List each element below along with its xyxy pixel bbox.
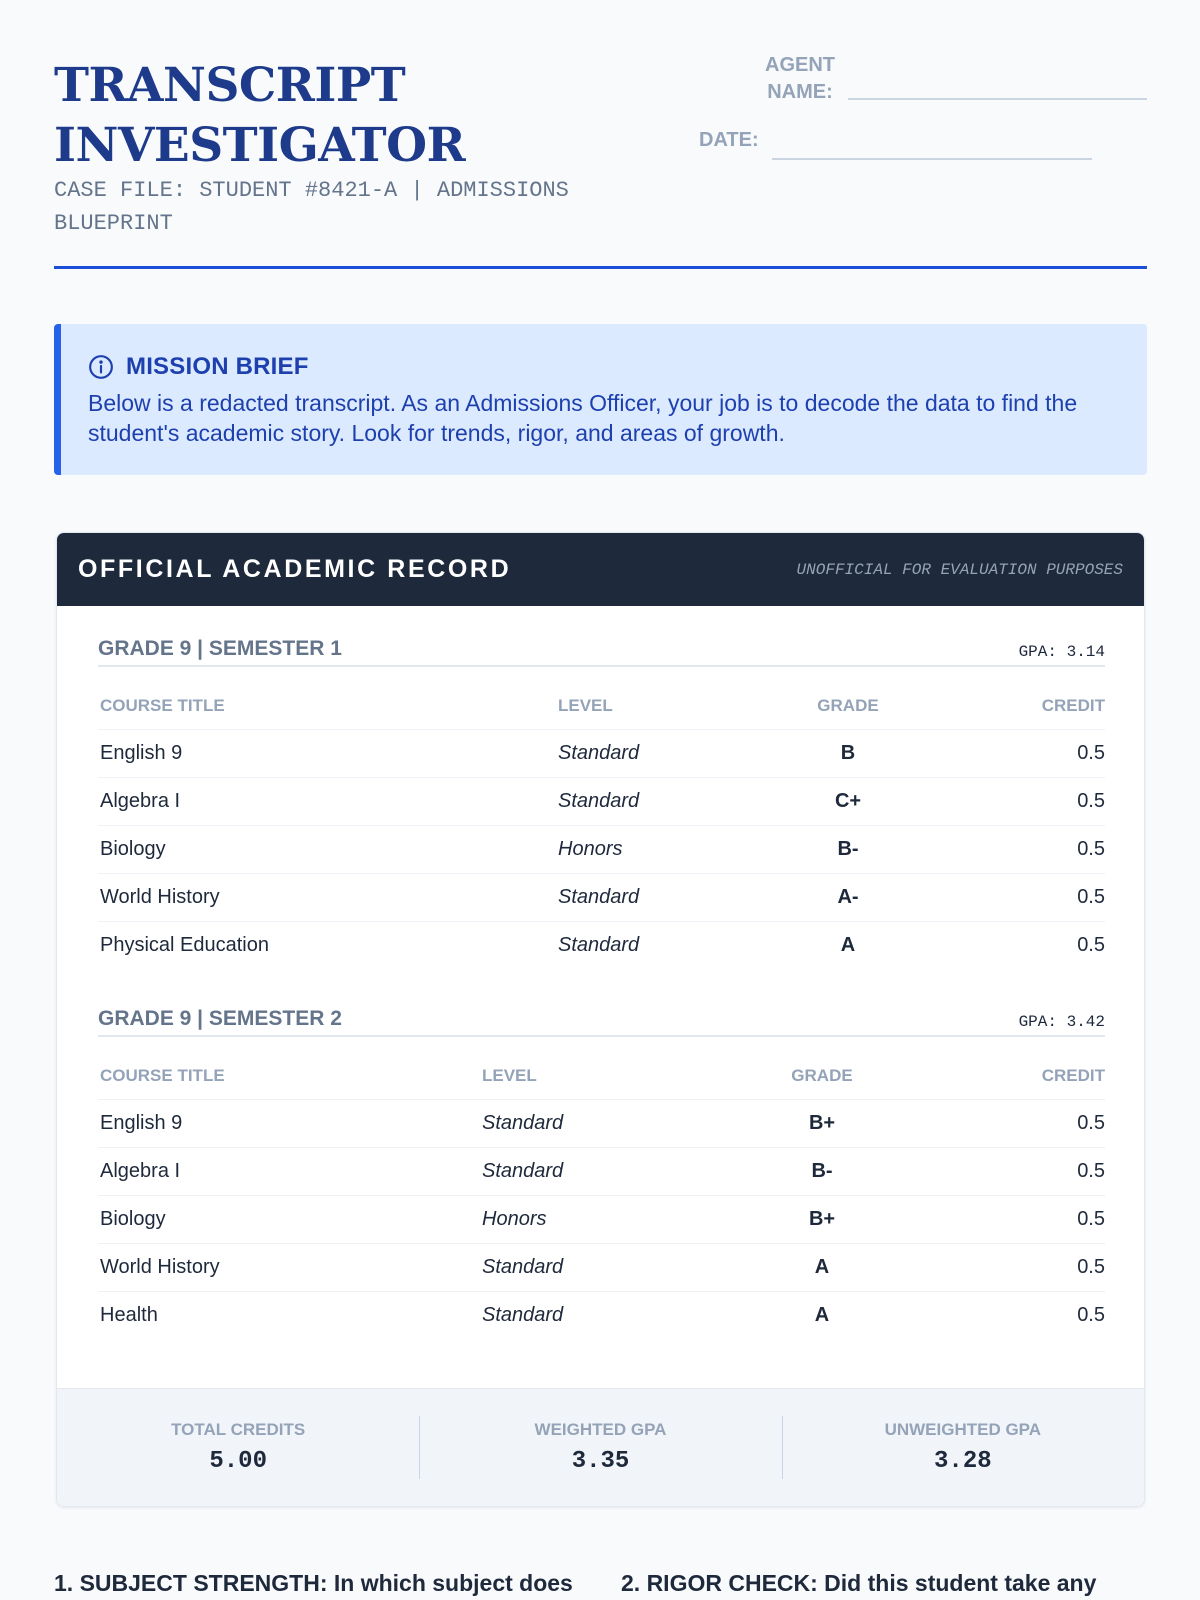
course-title: World History <box>98 873 558 921</box>
course-grade: A- <box>778 873 918 921</box>
course-level: Honors <box>558 825 778 873</box>
column-header-course-title: COURSE TITLE <box>98 667 558 729</box>
table-row <box>98 1099 1105 1147</box>
course-title: Physical Education <box>100 933 269 956</box>
header-divider <box>54 266 1147 269</box>
table-row <box>98 1243 1105 1291</box>
evaluation-note: UNOFFICIAL FOR EVALUATION PURPOSES <box>796 560 1123 579</box>
question-1: 1. SUBJECT STRENGTH: In which subject does <box>54 1570 573 1596</box>
summary-label: UNWEIGHTED GPA <box>884 1420 1042 1439</box>
semester-gpa: GPA: 3.42 <box>1018 1013 1105 1031</box>
table-row <box>98 873 1105 921</box>
course-level: Standard <box>558 777 778 825</box>
course-credit: 0.5 <box>900 1243 1105 1291</box>
page-title-line-2: INVESTIGATOR <box>54 118 466 173</box>
semester-header <box>98 1001 1105 1037</box>
semester-gpa: GPA: 3.14 <box>1018 643 1105 661</box>
semester-header <box>98 631 1105 667</box>
table-row <box>98 1195 1105 1243</box>
course-grade: B- <box>778 825 918 873</box>
course-title: English 9 <box>98 729 558 777</box>
table-row <box>98 729 1105 777</box>
course-title: Algebra I <box>98 777 558 825</box>
course-title: Algebra I <box>98 1147 482 1195</box>
course-grade: B+ <box>744 1099 900 1147</box>
mission-brief <box>54 324 1147 475</box>
column-header-credit: CREDIT <box>918 667 1105 729</box>
course-title: Biology <box>98 825 558 873</box>
summary-label: TOTAL CREDITS <box>171 1420 306 1439</box>
academic-record-card <box>56 532 1145 1507</box>
course-credit: 0.5 <box>918 825 1105 873</box>
summary-value: 3.35 <box>571 1448 630 1475</box>
course-grade: A <box>840 933 856 956</box>
record-summary <box>57 1388 1144 1506</box>
agent-name-field[interactable] <box>848 98 1147 100</box>
table-header-row <box>98 1037 1105 1099</box>
column-header-grade: GRADE <box>778 667 918 729</box>
course-level: Honors <box>482 1195 744 1243</box>
summary-value: 5.00 <box>209 1448 267 1475</box>
course-credit: 0.5 <box>918 873 1105 921</box>
mission-brief-header <box>88 352 1117 382</box>
table-row <box>98 777 1105 825</box>
mission-brief-text: Below is a redacted transcript. As an Admissions Officer, your job is to decode the data to find the student's academic story. Look for trends, rigor, and areas of growth. <box>88 390 1078 446</box>
course-grade: A <box>744 1243 900 1291</box>
column-header-course-title: COURSE TITLE <box>98 1037 482 1099</box>
course-title: English 9 <box>98 1099 482 1147</box>
course-credit: 0.5 <box>900 1099 1105 1147</box>
semester-title: GRADE 9 | SEMESTER 2 <box>98 1007 342 1030</box>
page-title-line-1: TRANSCRIPT <box>54 58 406 113</box>
case-file-subtitle: CASE FILE: STUDENT #8421-A | ADMISSIONS BLUEPRINT <box>54 178 569 236</box>
course-level: Standard <box>482 1303 564 1326</box>
table-row <box>98 1147 1105 1195</box>
course-level: Standard <box>558 873 778 921</box>
course-level: Standard <box>482 1147 744 1195</box>
course-credit: 0.5 <box>918 729 1105 777</box>
course-credit: 0.5 <box>900 1147 1105 1195</box>
column-header-credit: CREDIT <box>900 1037 1105 1099</box>
course-credit: 0.5 <box>1077 933 1105 956</box>
summary-weighted-gpa <box>419 1389 781 1506</box>
column-header-level: LEVEL <box>482 1037 744 1099</box>
academic-record-header <box>57 533 1144 606</box>
date-field[interactable] <box>772 158 1092 160</box>
course-grade: B <box>778 729 918 777</box>
course-grade: C+ <box>778 777 918 825</box>
table-row <box>98 825 1105 873</box>
date-label: DATE: <box>699 129 759 151</box>
course-title: Health <box>100 1303 158 1326</box>
semester-title: GRADE 9 | SEMESTER 1 <box>98 637 342 660</box>
page-title <box>54 56 654 176</box>
course-grade: B+ <box>744 1195 900 1243</box>
course-credit: 0.5 <box>1077 1303 1105 1326</box>
table-header-row <box>98 667 1105 729</box>
course-grade: B- <box>744 1147 900 1195</box>
course-title: Biology <box>98 1195 482 1243</box>
course-grade: A <box>814 1303 830 1326</box>
semester-block-2 <box>98 1001 1105 1339</box>
course-level: Standard <box>482 1243 744 1291</box>
course-level: Standard <box>558 933 640 956</box>
table-row <box>98 1291 1105 1339</box>
course-credit: 0.5 <box>900 1195 1105 1243</box>
course-credit: 0.5 <box>918 777 1105 825</box>
summary-label: WEIGHTED GPA <box>534 1420 667 1439</box>
course-level: Standard <box>558 729 778 777</box>
agent-name-label: AGENT NAME: <box>765 54 835 103</box>
semester-block-1 <box>98 631 1105 969</box>
info-icon <box>88 354 114 380</box>
summary-value: 3.28 <box>934 1448 992 1475</box>
summary-total-credits <box>57 1389 419 1506</box>
mission-brief-title: MISSION BRIEF <box>126 353 309 380</box>
summary-unweighted-gpa <box>782 1389 1144 1506</box>
course-table <box>98 1037 1105 1339</box>
column-header-grade: GRADE <box>744 1037 900 1099</box>
course-table <box>98 667 1105 969</box>
course-title: World History <box>98 1243 482 1291</box>
question-2: 2. RIGOR CHECK: Did this student take any <box>621 1570 1097 1596</box>
academic-record-title: OFFICIAL ACADEMIC RECORD <box>78 555 512 583</box>
column-header-level: LEVEL <box>558 667 778 729</box>
course-level: Standard <box>482 1099 744 1147</box>
table-row <box>98 921 1105 969</box>
